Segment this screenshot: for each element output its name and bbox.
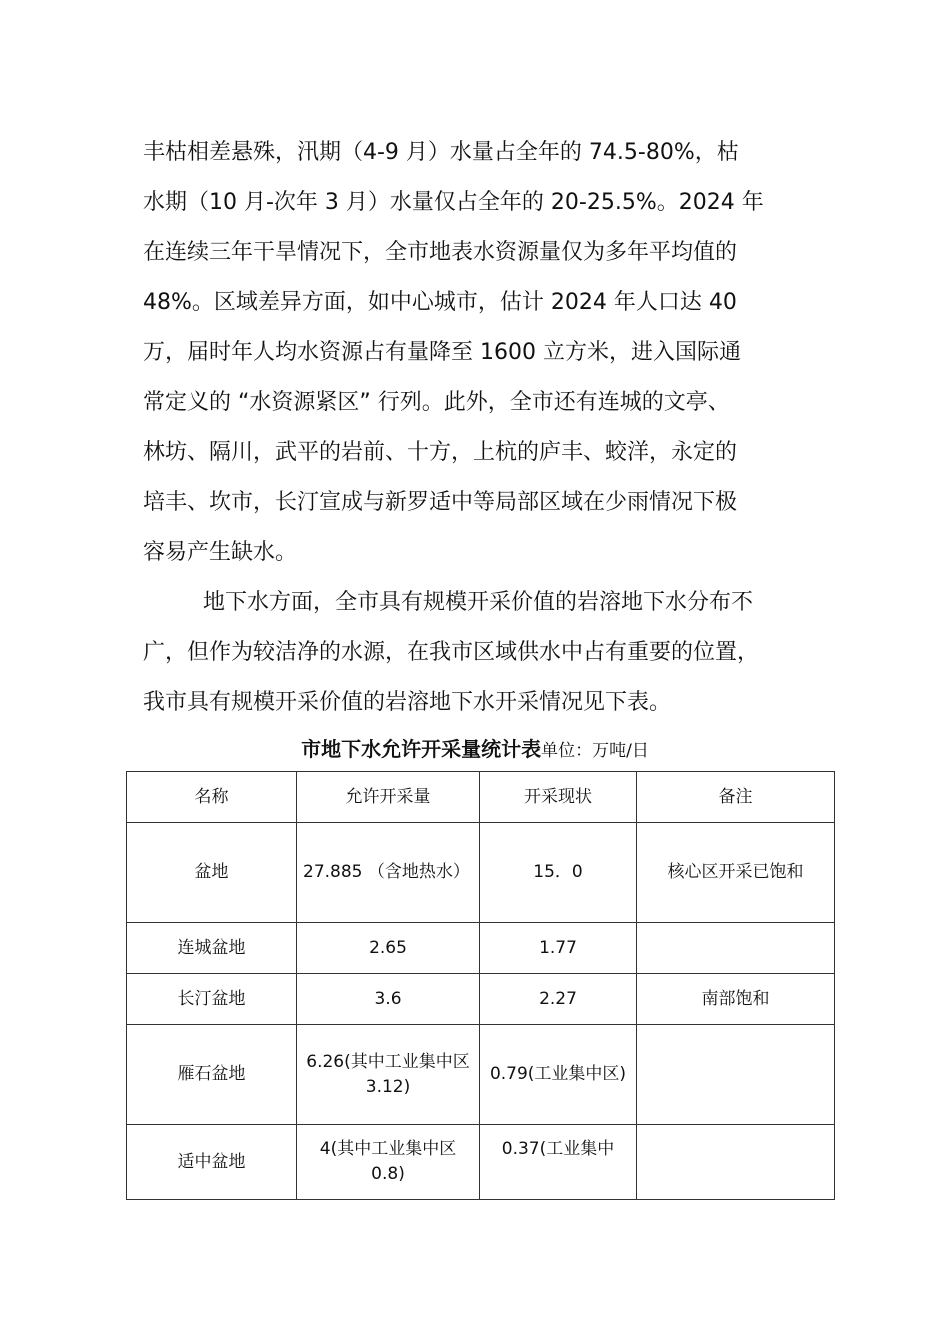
table-row (127, 923, 835, 974)
text-line: 培丰、坎市，长汀宣成与新罗适中等局部区域在少雨情况下极 (143, 490, 738, 515)
body-text (143, 128, 815, 728)
table-header-row (127, 772, 835, 823)
header-cell: 允许开采量 (297, 772, 480, 823)
text-line: 丰枯相差悬殊，汛期（4-9 月）水量占全年的 74.5-80%，枯 (143, 140, 739, 165)
table-row (127, 823, 835, 923)
cell-allowed: 6.26(其中工业集中区 3.12) (297, 1025, 480, 1125)
cell-current: 2.27 (480, 974, 637, 1025)
cell-note (637, 1125, 835, 1200)
text-line: 水期（10 月-次年 3 月）水量仅占全年的 20-25.5%。2024 年 (143, 190, 764, 215)
cell-name: 连城盆地 (127, 923, 297, 974)
cell-name: 雁石盆地 (127, 1025, 297, 1125)
table-caption (0, 734, 950, 766)
text-line: 广，但作为较洁净的水源，在我市区域供水中占有重要的位置， (143, 640, 760, 665)
cell-note (637, 923, 835, 974)
cell-note (637, 1025, 835, 1125)
paragraph-1 (143, 128, 815, 578)
cell-allowed: 3.6 (297, 974, 480, 1025)
text-line: 容易产生缺水。 (143, 540, 298, 565)
cell-allowed: 4(其中工业集中区 0.8) (297, 1125, 480, 1200)
cell-current: 0.79(工业集中区) (480, 1025, 637, 1125)
cell-name: 适中盆地 (127, 1125, 297, 1200)
cell-name: 盆地 (127, 823, 297, 923)
header-cell: 备注 (637, 772, 835, 823)
table-row (127, 974, 835, 1025)
text-line: 地下水方面，全市具有规模开采价值的岩溶地下水分布不 (203, 590, 754, 615)
header-cell: 名称 (127, 772, 297, 823)
paragraph-2 (143, 578, 815, 728)
table-title: 市地下水允许开采量统计表 (301, 737, 542, 761)
cell-current: 1.77 (480, 923, 637, 974)
text-line: 林坊、隔川，武平的岩前、十方，上杭的庐丰、蛟洋，永定的 (143, 440, 738, 465)
cell-current: 0.37(工业集中 (480, 1125, 637, 1200)
cell-note: 南部饱和 (637, 974, 835, 1025)
groundwater-table (126, 771, 835, 1200)
cell-note: 核心区开采已饱和 (637, 823, 835, 923)
text-line: 48%。区域差异方面，如中心城市，估计 2024 年人口达 40 (143, 290, 737, 315)
cell-name: 长汀盆地 (127, 974, 297, 1025)
text-line: 我市具有规模开采价值的岩溶地下水开采情况见下表。 (143, 690, 672, 715)
text-line: 常定义的 “水资源紧区” 行列。此外，全市还有连城的文亭、 (143, 390, 730, 415)
table-row (127, 1125, 835, 1200)
table-row (127, 1025, 835, 1125)
text-line: 在连续三年干旱情况下，全市地表水资源量仅为多年平均值的 (143, 240, 738, 265)
cell-allowed: 27.885 （含地热水） (297, 823, 480, 923)
header-cell: 开采现状 (480, 772, 637, 823)
cell-allowed: 2.65 (297, 923, 480, 974)
cell-current: 15．0 (480, 823, 637, 923)
table-unit: 单位：万吨/日 (541, 741, 649, 761)
text-line: 万，届时年人均水资源占有量降至 1600 立方米，进入国际通 (143, 340, 741, 365)
